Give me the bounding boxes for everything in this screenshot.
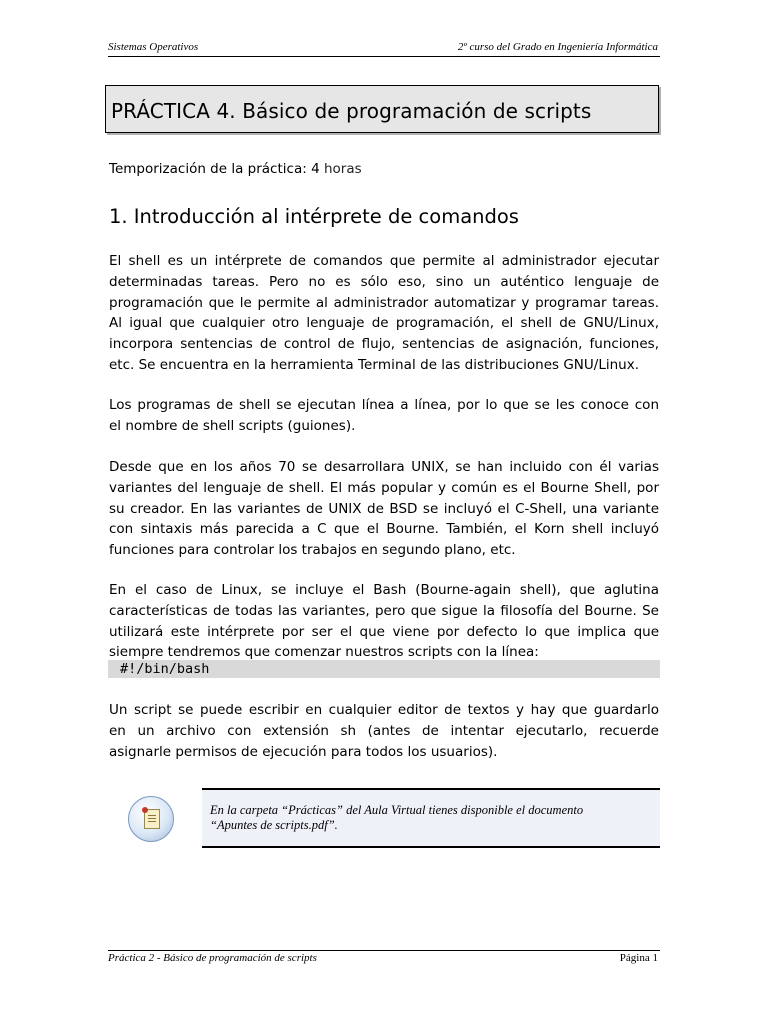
- text-line: Un script se puede escribir en cualquier editor de textos y hay que guardarlo: [109, 702, 659, 718]
- text-line: con sintaxis más parecida a C que el Bourne. También, el Korn shell incluyó: [109, 521, 659, 538]
- page-header: [108, 40, 660, 57]
- timing-value: 4: [311, 161, 320, 177]
- text-line: programación que le permite al administrador automatizar y programar tareas.: [109, 294, 659, 311]
- note-text-line: En la carpeta “Prácticas” del Aula Virtual tienes disponible el documento: [210, 803, 584, 817]
- paragraph-bash: [109, 580, 659, 663]
- text-line: determinadas tareas. Pero no es sólo eso, sino un auténtico lenguaje de: [109, 273, 659, 290]
- timing-unit: horas: [323, 161, 362, 177]
- page-title: PRÁCTICA 4. Básico de programación de scripts: [111, 99, 592, 123]
- paragraph-history: [109, 457, 659, 561]
- text-line: siempre tendremos que comenzar nuestros scripts con la línea:: [109, 644, 539, 661]
- text-line: funciones para controlar los trabajos en segundo plano, etc.: [109, 542, 516, 559]
- paragraph-intro: [109, 251, 659, 376]
- timing-line: Temporización de la práctica: 4 horas: [109, 161, 362, 177]
- page-footer: [108, 950, 660, 967]
- text-line: Al igual que cualquier otro lenguaje de programación, el shell de GNU/Linux,: [109, 315, 659, 332]
- paragraph-shell-scripts: [109, 395, 659, 437]
- text-line: el nombre de shell scripts (guiones).: [109, 417, 356, 434]
- text-line: etc. Se encuentra en la herramienta Terminal de las distribuciones GNU/Linux.: [109, 356, 639, 373]
- text-line: Desde que en los años 70 se desarrollara UNIX, se han incluido con él varias: [109, 459, 659, 475]
- text-line: asignarle permisos de ejecución para todos los usuarios).: [109, 743, 498, 760]
- keyword-shell: shell: [128, 253, 161, 269]
- text-line: En el caso de Linux, se incluye el Bash (Bourne-again shell), que aglutina: [109, 582, 659, 598]
- note-icon: [128, 796, 174, 842]
- footer-page-number: Página 1: [619, 952, 658, 964]
- text-line: su creador. En las variantes de UNIX de BSD se incluyó el C-Shell, una variante: [109, 500, 659, 517]
- code-shebang: #!/bin/bash: [108, 660, 660, 678]
- keyword-terminal: Terminal: [357, 356, 416, 373]
- title-box: [105, 85, 659, 133]
- note-callout: [128, 788, 660, 848]
- header-course: Sistemas Operativos: [108, 41, 199, 53]
- header-degree: 2º curso del Grado en Ingeniería Informática: [457, 41, 658, 53]
- text-line: en un archivo con extensión sh (antes de intentar ejecutarlo, recuerde: [109, 722, 659, 739]
- note-text-line: “Apuntes de scripts.pdf”.: [210, 818, 338, 832]
- text-line: utilizará este intérprete por ser el que viene por defecto lo que implica que: [109, 623, 659, 640]
- text-line: incorpora sentencias de control de flujo, sentencias de asignación, funciones,: [109, 336, 659, 353]
- note-box: [202, 788, 660, 848]
- text-line: características de todas las variantes, pero que sigue la filosofía del Bourne. Se: [109, 602, 659, 619]
- timing-label: Temporización de la práctica: [109, 161, 303, 177]
- paragraph-script-editor: [109, 700, 659, 762]
- section-title: 1. Introducción al intérprete de comandos: [109, 205, 519, 228]
- text-line: Los programas de shell se ejecutan línea a línea, por lo que se les conoce con: [109, 397, 659, 413]
- text-line: El shell es un intérprete de comandos que permite al administrador ejecutar: [109, 253, 660, 269]
- footer-title: Práctica 2 - Básico de programación de scripts: [108, 952, 317, 964]
- text-line: variantes del lenguaje de shell. El más popular y común es el Bourne Shell, por: [109, 479, 659, 496]
